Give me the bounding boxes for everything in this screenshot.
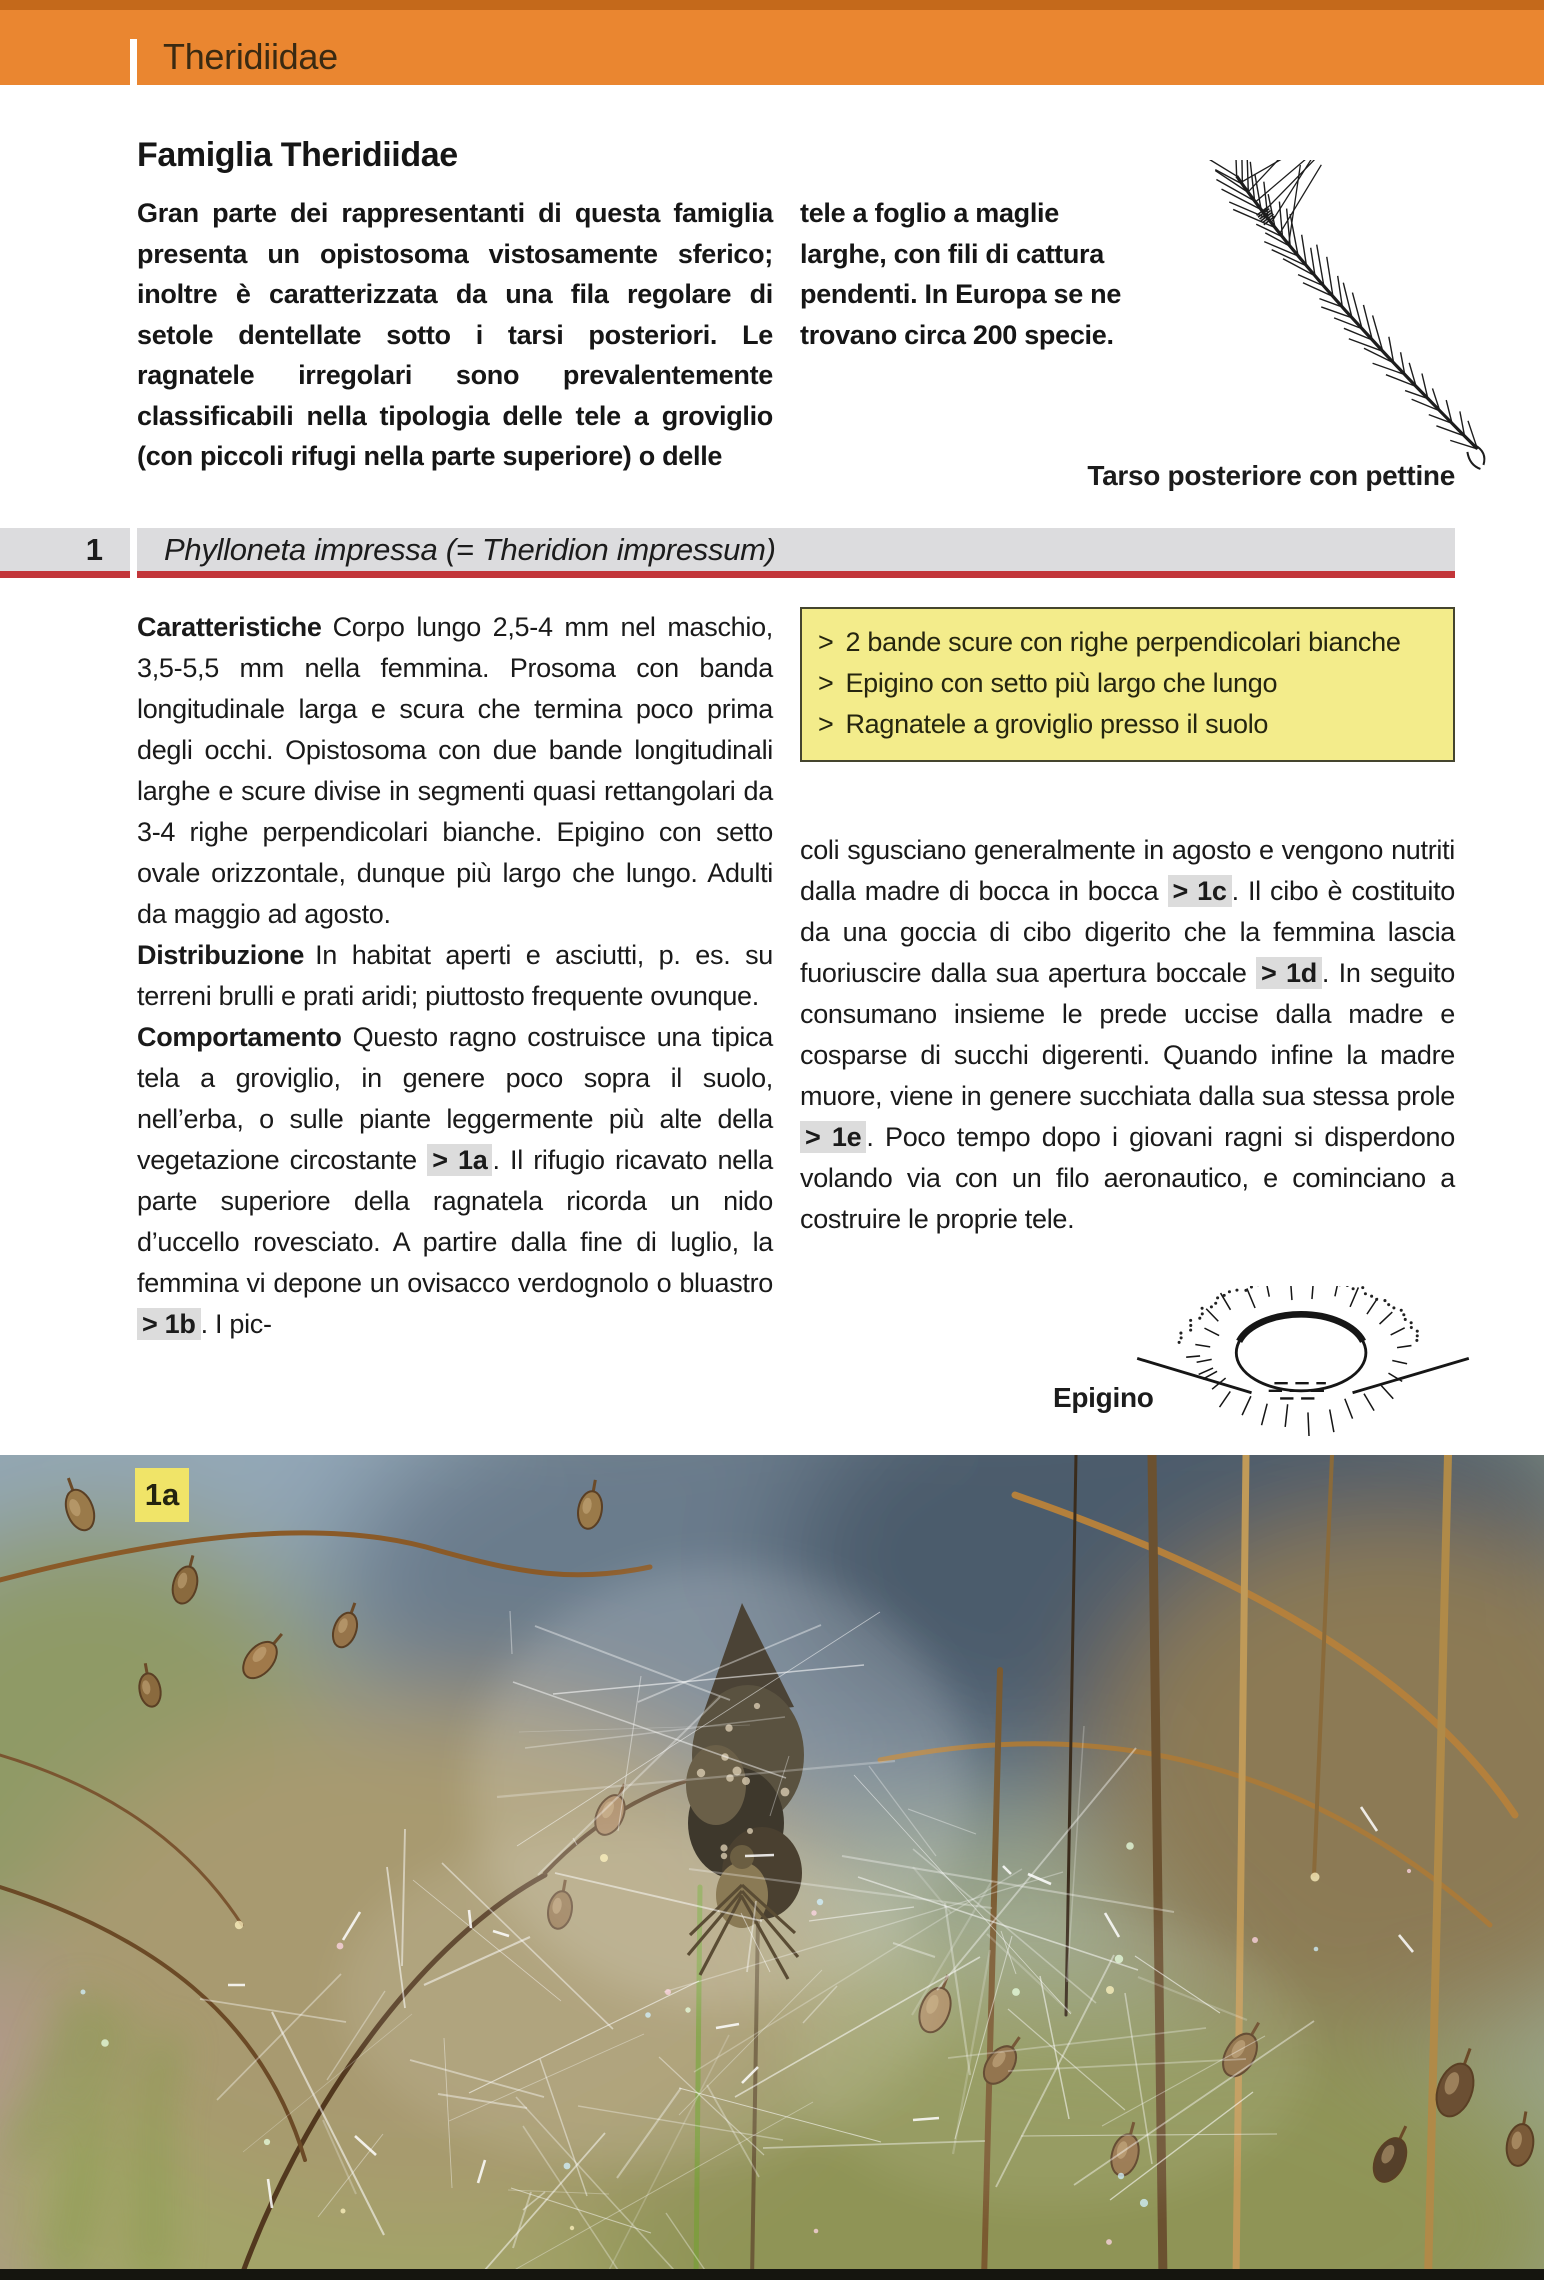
tarsus-caption: Tarso posteriore con pettine <box>1087 460 1455 491</box>
run-in-heading: Caratteristiche <box>137 612 322 642</box>
species-number: 1 <box>85 532 103 567</box>
header-title: Theridiidae <box>163 36 338 77</box>
species-title: Phylloneta impressa (= Theridion impressum) <box>164 532 776 567</box>
species-text-left-column <box>137 607 773 1345</box>
key-point-text: 2 bande scure con righe perpendicolari bianche <box>845 627 1401 657</box>
paragraph-text <box>137 612 773 929</box>
key-point <box>818 622 1437 663</box>
figure-ref: > 1a <box>427 1144 492 1176</box>
text-run: . Il rifugio ricavato nella parte superiore della ragnatela ricorda un nido d’uccello rovesciato. A partire dalla fine di luglio, la femmina vi depone un ovisacco verdognolo o bluastro <box>137 1145 773 1298</box>
text-run: Corpo lungo 2,5-4 mm nel maschio, 3,5-5,5 mm nella femmina. Prosoma con banda longitudinale larga e scura che termina poco prima degli occhi. Opistosoma con due bande longitudinali larghe e scure divise in segmenti quasi rettangolari da 3-4 righe perpendicolari bianche. Epigino con setto ovale orizzontale, dunque più largo che lungo. Adulti da maggio ad agosto. <box>137 612 773 929</box>
header-tick-mark <box>130 39 137 85</box>
paragraph-continuation <box>800 830 1455 1240</box>
tarsus-comb-illustration <box>1158 160 1530 476</box>
key-point-text: Ragnatele a groviglio presso il suolo <box>845 709 1269 739</box>
bullet-chevron: > <box>818 668 834 698</box>
page-header <box>0 0 1544 85</box>
key-point-text: Epigino con setto più largo che lungo <box>845 668 1278 698</box>
photo-artwork <box>0 1455 1544 2280</box>
key-point <box>818 704 1437 745</box>
photo-label: 1a <box>135 1468 189 1522</box>
text-run: In habitat aperti e asciutti, p. es. su terreni brulli e prati aridi; piuttosto frequente ovunque. <box>137 940 773 1011</box>
photo-1a <box>0 1455 1544 2280</box>
epigyne-illustration <box>1122 1286 1484 1448</box>
paragraph-caratteristiche <box>137 607 773 935</box>
paragraph-distribuzione <box>137 935 773 1017</box>
bullet-chevron: > <box>818 627 834 657</box>
epigyne-caption: Epigino <box>1053 1382 1154 1413</box>
figure-ref: > 1b <box>137 1308 201 1340</box>
red-rule-main <box>137 571 1455 578</box>
key-point <box>818 663 1437 704</box>
paragraph-text <box>800 835 1455 1234</box>
species-number-box <box>0 528 130 571</box>
figure-ref: > 1c <box>1168 875 1232 907</box>
text-run: . Poco tempo dopo i giovani ragni si disperdono volando via con un filo aeronautico, e cominciano a costruire le proprie tele. <box>800 1122 1455 1234</box>
family-heading: Famiglia Theridiidae <box>137 136 458 174</box>
family-intro-right: tele a foglio a maglie larghe, con fili di cattura pendenti. In Europa se ne trovano circa 200 specie. <box>800 198 1122 350</box>
species-text-right-column <box>800 830 1455 1240</box>
figure-ref: > 1d <box>1256 957 1322 989</box>
text-run: . Il cibo è costituito da una goccia di cibo digerito che la femmina lascia fuoriuscire dalla sua apertura boccale <box>800 876 1455 988</box>
text-run: Questo ragno costruisce una tipica tela a groviglio, in genere poco sopra il suolo, nell’erba, o sulle piante leggermente più alte della vegetazione circostante <box>137 1022 773 1175</box>
family-intro-left: Gran parte dei rappresentanti di questa famiglia presenta un opistosoma vistosamente sferico; inoltre è caratterizzata da una fila regolare di setole dentellate sotto i tarsi posteriori. Le ragnatele irregolari sono prevalentemente classificabili nella tipologia delle tele a groviglio (con piccoli rifugi nella parte superiore) o delle <box>137 198 773 471</box>
red-rule-left <box>0 571 130 578</box>
paragraph-text <box>137 1022 773 1340</box>
figure-ref: > 1e <box>800 1121 866 1153</box>
text-run: . In seguito consumano insieme le prede uccise dalla madre e cosparse di succhi digerenti. Quando infine la madre muore, viene in genere succhiata dalla sua stessa prole <box>800 958 1455 1111</box>
text-run: . I pic- <box>200 1309 272 1339</box>
bullet-chevron: > <box>818 709 834 739</box>
species-title-bar <box>137 528 1455 571</box>
text-run: coli sgusciano generalmente in agosto e vengono nutriti dalla madre di bocca in bocca <box>800 835 1455 906</box>
header-top-strip <box>0 0 1544 10</box>
key-features-box <box>800 607 1455 762</box>
run-in-heading: Comportamento <box>137 1022 342 1052</box>
run-in-heading: Distribuzione <box>137 940 305 970</box>
paragraph-comportamento <box>137 1017 773 1345</box>
